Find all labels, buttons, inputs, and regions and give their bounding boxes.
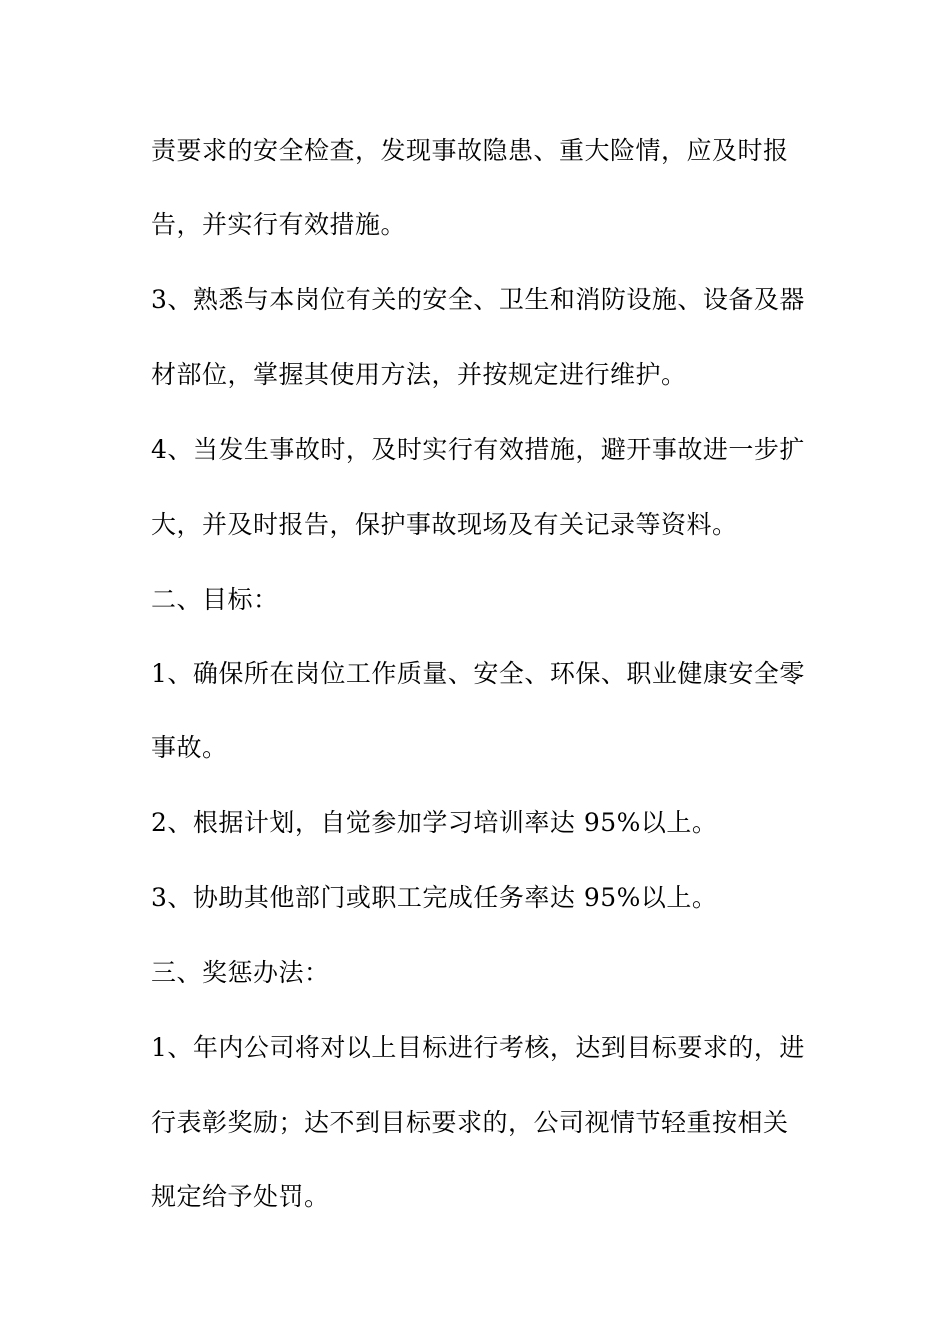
section-heading: 三、奖惩办法： [151,958,330,987]
text-line: 事故。 [151,733,228,762]
text-line: 告，并实行有效措施。 [151,210,407,239]
text-line: 3、熟悉与本岗位有关的安全、卫生和消防设施、设备及器 [151,285,805,314]
text-line: 1、确保所在岗位工作质量、安全、环保、职业健康安全零 [151,659,805,688]
text-line: 行表彰奖励；达不到目标要求的，公司视情节轻重按相关 [151,1108,789,1137]
text-line: 3、协助其他部门或职工完成任务率达 95%以上。 [151,883,718,912]
text-line: 2、根据计划，自觉参加学习培训率达 95%以上。 [151,808,718,837]
text-line: 大，并及时报告，保护事故现场及有关记录等资料。 [151,510,738,539]
text-line: 材部位，掌握其使用方法，并按规定进行维护。 [151,360,687,389]
text-line: 4、当发生事故时，及时实行有效措施，避开事故进一步扩 [151,435,805,464]
text-line: 责要求的安全检查，发现事故隐患、重大险情，应及时报 [151,136,789,165]
text-line: 1、年内公司将对以上目标进行考核，达到目标要求的，进 [151,1033,805,1062]
text-line: 规定给予处罚。 [151,1182,330,1211]
section-heading: 二、目标： [151,585,279,614]
